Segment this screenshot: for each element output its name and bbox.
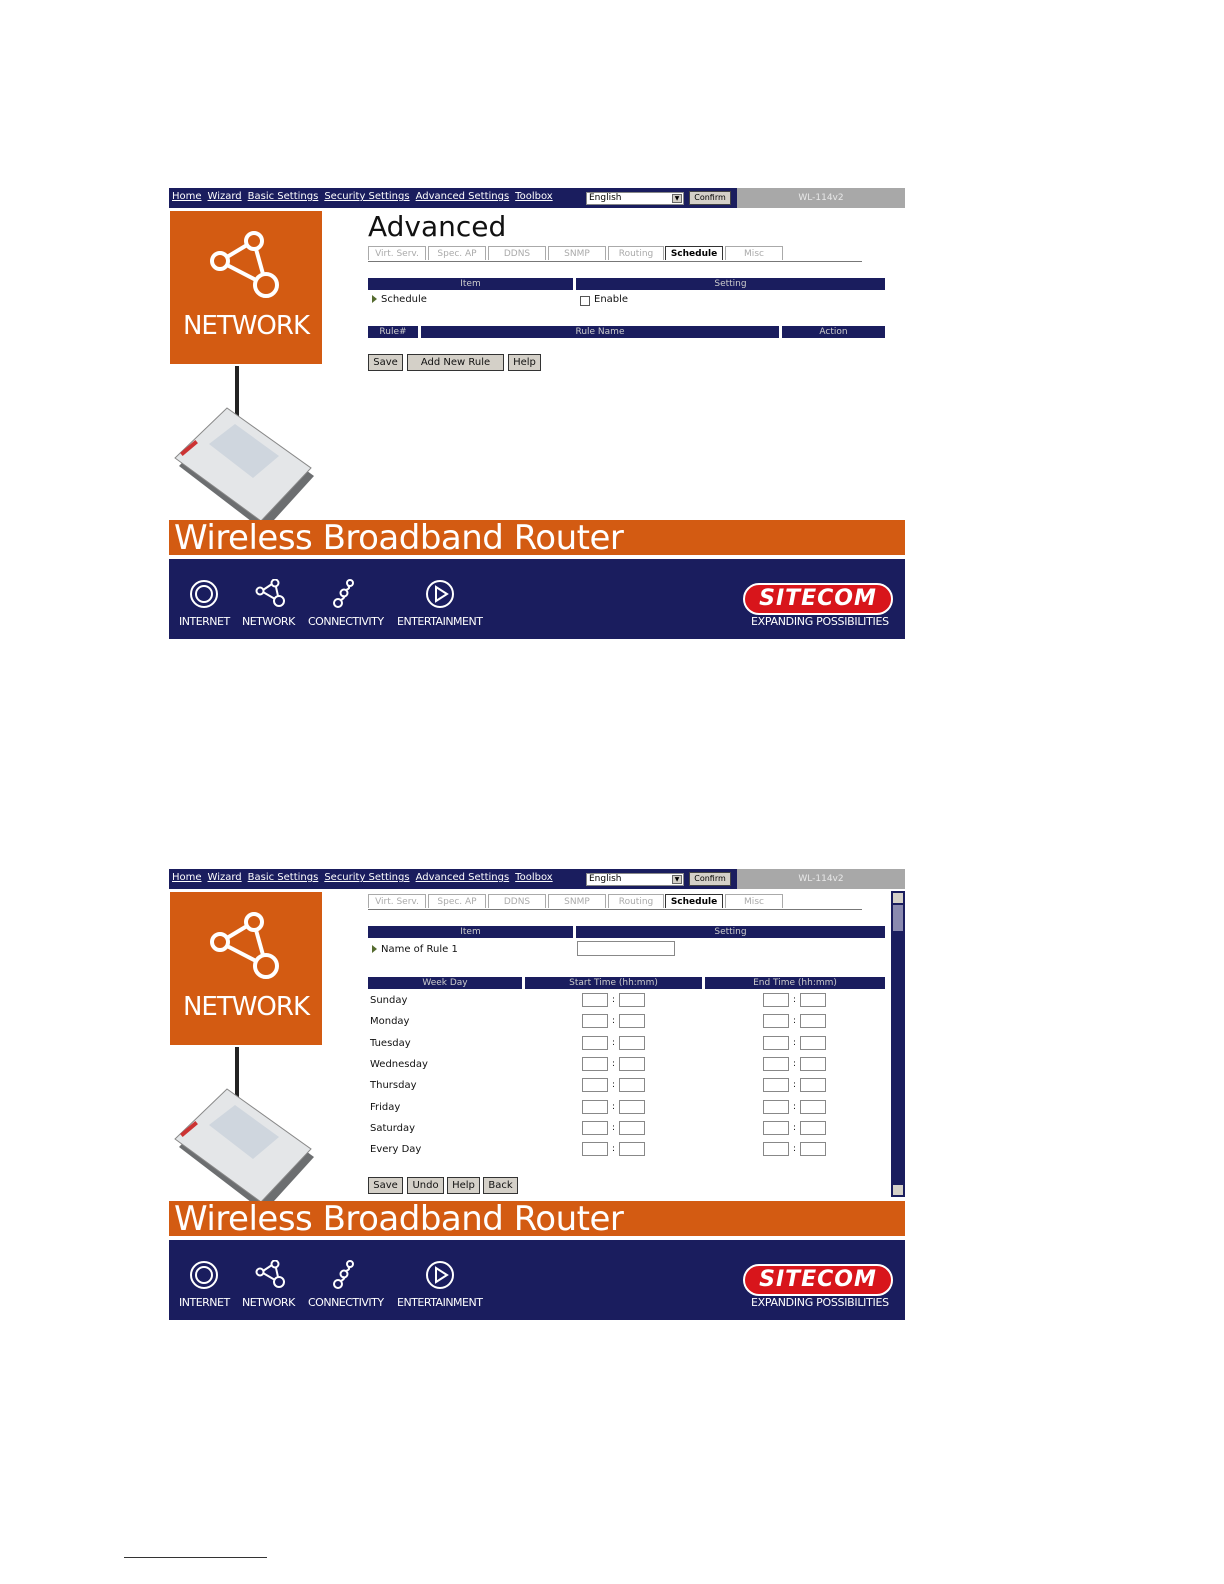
language-select[interactable] [586,873,684,886]
footer-network-label[interactable]: NETWORK [242,615,295,628]
end-minute-input[interactable] [800,1121,826,1135]
chevron-down-icon[interactable]: ▼ [672,194,682,203]
section-label: NETWORK [182,992,310,1022]
arrow-right-icon [372,945,377,953]
end-minute-input[interactable] [800,1142,826,1156]
arrow-right-icon [372,295,377,303]
footer-internet-label[interactable]: INTERNET [179,615,230,628]
start-hour-input[interactable] [582,1142,608,1156]
tab-misc[interactable]: Misc [725,246,783,260]
main-nav [172,191,559,202]
time-separator: : [612,995,616,1005]
time-separator: : [793,1144,797,1155]
time-separator: : [793,1037,797,1048]
start-hour-input[interactable] [582,1014,608,1028]
nav-security-settings-link[interactable]: Security Settings [324,191,410,202]
rule-name-label: Name of Rule 1 [381,944,458,955]
start-minute-input[interactable] [619,1078,645,1092]
add-new-rule-button[interactable]: Add New Rule [407,354,504,371]
top-nav-bar [169,188,905,208]
nav-wizard-link[interactable]: Wizard [207,191,242,202]
sitecom-logo: SITECOM [743,583,893,615]
undo-button[interactable]: Undo [407,1177,444,1194]
scroll-thumb[interactable] [893,905,903,931]
start-minute-input[interactable] [619,1121,645,1135]
network-icon[interactable] [255,1260,287,1290]
week-day-label: Wednesday [370,1058,428,1070]
section-tile [170,892,322,1045]
header-item: Item [368,278,573,290]
screenshot-schedule-overview [169,188,905,639]
week-day-label: Every Day [370,1144,422,1156]
confirm-button[interactable]: Confirm [689,872,731,886]
language-value: English [589,193,622,203]
product-banner [169,1199,905,1239]
tab-schedule[interactable]: Schedule [665,894,723,908]
start-hour-input[interactable] [582,993,608,1007]
header-setting: Setting [576,278,885,290]
week-day-label: Tuesday [370,1037,411,1049]
week-day-label: Thursday [370,1080,417,1092]
header-setting: Setting [576,926,885,938]
time-separator: : [793,1058,797,1069]
language-select[interactable] [586,192,684,205]
end-hour-input[interactable] [763,1036,789,1050]
footer-connectivity-label[interactable]: CONNECTIVITY [308,615,384,628]
start-minute-input[interactable] [619,993,645,1007]
nav-basic-settings-link[interactable]: Basic Settings [247,191,319,202]
screenshot-schedule-rule-edit [169,869,905,1321]
start-minute-input[interactable] [619,1057,645,1071]
time-separator: : [793,1122,797,1133]
tab-routing[interactable]: Routing [608,246,664,260]
start-minute-input[interactable] [619,1142,645,1156]
time-separator: : [612,1080,616,1091]
tab-ddns[interactable]: DDNS [488,894,546,908]
end-hour-input[interactable] [763,1057,789,1071]
start-hour-input[interactable] [582,1078,608,1092]
connectivity-icon[interactable] [332,579,356,609]
footer-bar [169,559,905,639]
save-button[interactable]: Save [368,354,403,371]
tab-bar [368,246,862,262]
time-separator: : [612,1016,616,1027]
footer-entertainment-label[interactable]: ENTERTAINMENT [397,1296,483,1309]
time-separator: : [612,1037,616,1048]
header-rule-number: Rule# [368,326,418,338]
tab-snmp[interactable]: SNMP [548,894,606,908]
tab-virt-serv[interactable]: Virt. Serv. [368,894,426,908]
end-minute-input[interactable] [800,1100,826,1114]
footer-connectivity-label[interactable]: CONNECTIVITY [308,1296,384,1309]
start-minute-input[interactable] [619,1100,645,1114]
main-nav [172,872,559,883]
tab-schedule[interactable]: Schedule [665,246,723,260]
network-icon[interactable] [255,579,287,609]
start-minute-input[interactable] [619,1014,645,1028]
end-minute-input[interactable] [800,1057,826,1071]
time-separator: : [793,1101,797,1112]
time-separator: : [612,1144,616,1155]
entertainment-icon[interactable] [425,1260,455,1290]
nav-home-link[interactable]: Home [172,191,202,202]
footnote-separator [124,1557,267,1558]
nav-advanced-settings-link[interactable]: Advanced Settings [415,191,510,202]
end-hour-input[interactable] [763,993,789,1007]
page-title: Advanced [368,210,507,243]
time-separator: : [612,1122,616,1133]
tab-spec-ap[interactable]: Spec. AP [428,894,486,908]
enable-checkbox[interactable] [580,296,590,306]
vertical-scrollbar[interactable] [891,891,905,1197]
model-label: WL-114v2 [737,869,905,889]
nav-basic-settings-link[interactable]: Basic Settings [247,872,319,883]
nav-advanced-settings-link[interactable]: Advanced Settings [415,872,510,883]
banner-text: Wireless Broadband Router [174,518,624,558]
week-day-label: Sunday [370,995,408,1006]
tab-ddns[interactable]: DDNS [488,246,546,260]
header-action: Action [782,326,885,338]
tab-spec-ap[interactable]: Spec. AP [428,246,486,260]
rule-name-row [372,944,458,955]
end-hour-input[interactable] [763,1100,789,1114]
internet-icon[interactable] [189,579,219,609]
start-hour-input[interactable] [582,1057,608,1071]
end-minute-input[interactable] [800,993,826,1007]
product-banner [169,518,905,558]
section-label: NETWORK [182,311,310,341]
footer-network-label[interactable]: NETWORK [242,1296,295,1309]
schedule-label: Schedule [381,294,427,305]
scroll-up-icon[interactable] [893,893,903,903]
start-minute-input[interactable] [619,1036,645,1050]
help-button[interactable]: Help [447,1177,480,1194]
start-hour-input[interactable] [582,1036,608,1050]
week-day-label: Saturday [370,1122,416,1134]
end-hour-input[interactable] [763,1078,789,1092]
header-item: Item [368,926,573,938]
end-minute-input[interactable] [800,1014,826,1028]
scroll-down-icon[interactable] [893,1185,903,1195]
section-tile [170,211,322,364]
week-day-label: Monday [370,1016,410,1028]
model-label: WL-114v2 [737,188,905,208]
brand-tagline: EXPANDING POSSIBILITIES [751,615,889,628]
tab-bar [368,894,862,910]
time-separator: : [612,1101,616,1112]
confirm-button[interactable]: Confirm [689,191,731,205]
tab-snmp[interactable]: SNMP [548,246,606,260]
sitecom-logo: SITECOM [743,1264,893,1296]
end-minute-input[interactable] [800,1036,826,1050]
banner-text: Wireless Broadband Router [174,1199,624,1239]
brand-tagline: EXPANDING POSSIBILITIES [751,1296,889,1309]
chevron-down-icon[interactable]: ▼ [672,875,682,884]
week-day-label: Friday [370,1101,401,1113]
schedule-row-label [372,294,427,305]
entertainment-icon[interactable] [425,579,455,609]
router-image [169,1047,319,1215]
language-value: English [589,874,622,884]
end-minute-input[interactable] [800,1078,826,1092]
start-hour-input[interactable] [582,1121,608,1135]
nav-toolbox-link[interactable]: Toolbox [515,191,553,202]
tab-misc[interactable]: Misc [725,894,783,908]
time-separator: : [793,1080,797,1091]
back-button[interactable]: Back [483,1177,518,1194]
top-nav-bar [169,869,905,889]
nav-toolbox-link[interactable]: Toolbox [515,872,553,883]
end-hour-input[interactable] [763,1142,789,1156]
footer-entertainment-label[interactable]: ENTERTAINMENT [397,615,483,628]
footer-internet-label[interactable]: INTERNET [179,1296,230,1309]
header-start-time: Start Time (hh:mm) [525,977,702,989]
end-hour-input[interactable] [763,1121,789,1135]
footer-bar [169,1240,905,1320]
header-end-time: End Time (hh:mm) [705,977,885,989]
time-separator: : [612,1058,616,1069]
network-icon [208,231,284,307]
time-separator: : [793,995,797,1005]
nav-security-settings-link[interactable]: Security Settings [324,872,410,883]
rule-name-input[interactable] [577,941,675,956]
tab-routing[interactable]: Routing [608,894,664,908]
enable-label: Enable [594,294,629,305]
header-rule-name: Rule Name [421,326,779,338]
tab-virt-serv[interactable]: Virt. Serv. [368,246,426,260]
nav-home-link[interactable]: Home [172,872,202,883]
time-separator: : [793,1016,797,1027]
header-week-day: Week Day [368,977,522,989]
network-icon [208,912,284,988]
nav-wizard-link[interactable]: Wizard [207,872,242,883]
save-button[interactable]: Save [368,1177,403,1194]
end-hour-input[interactable] [763,1014,789,1028]
router-image [169,366,319,534]
start-hour-input[interactable] [582,1100,608,1114]
help-button[interactable]: Help [508,354,541,371]
connectivity-icon[interactable] [332,1260,356,1290]
internet-icon[interactable] [189,1260,219,1290]
